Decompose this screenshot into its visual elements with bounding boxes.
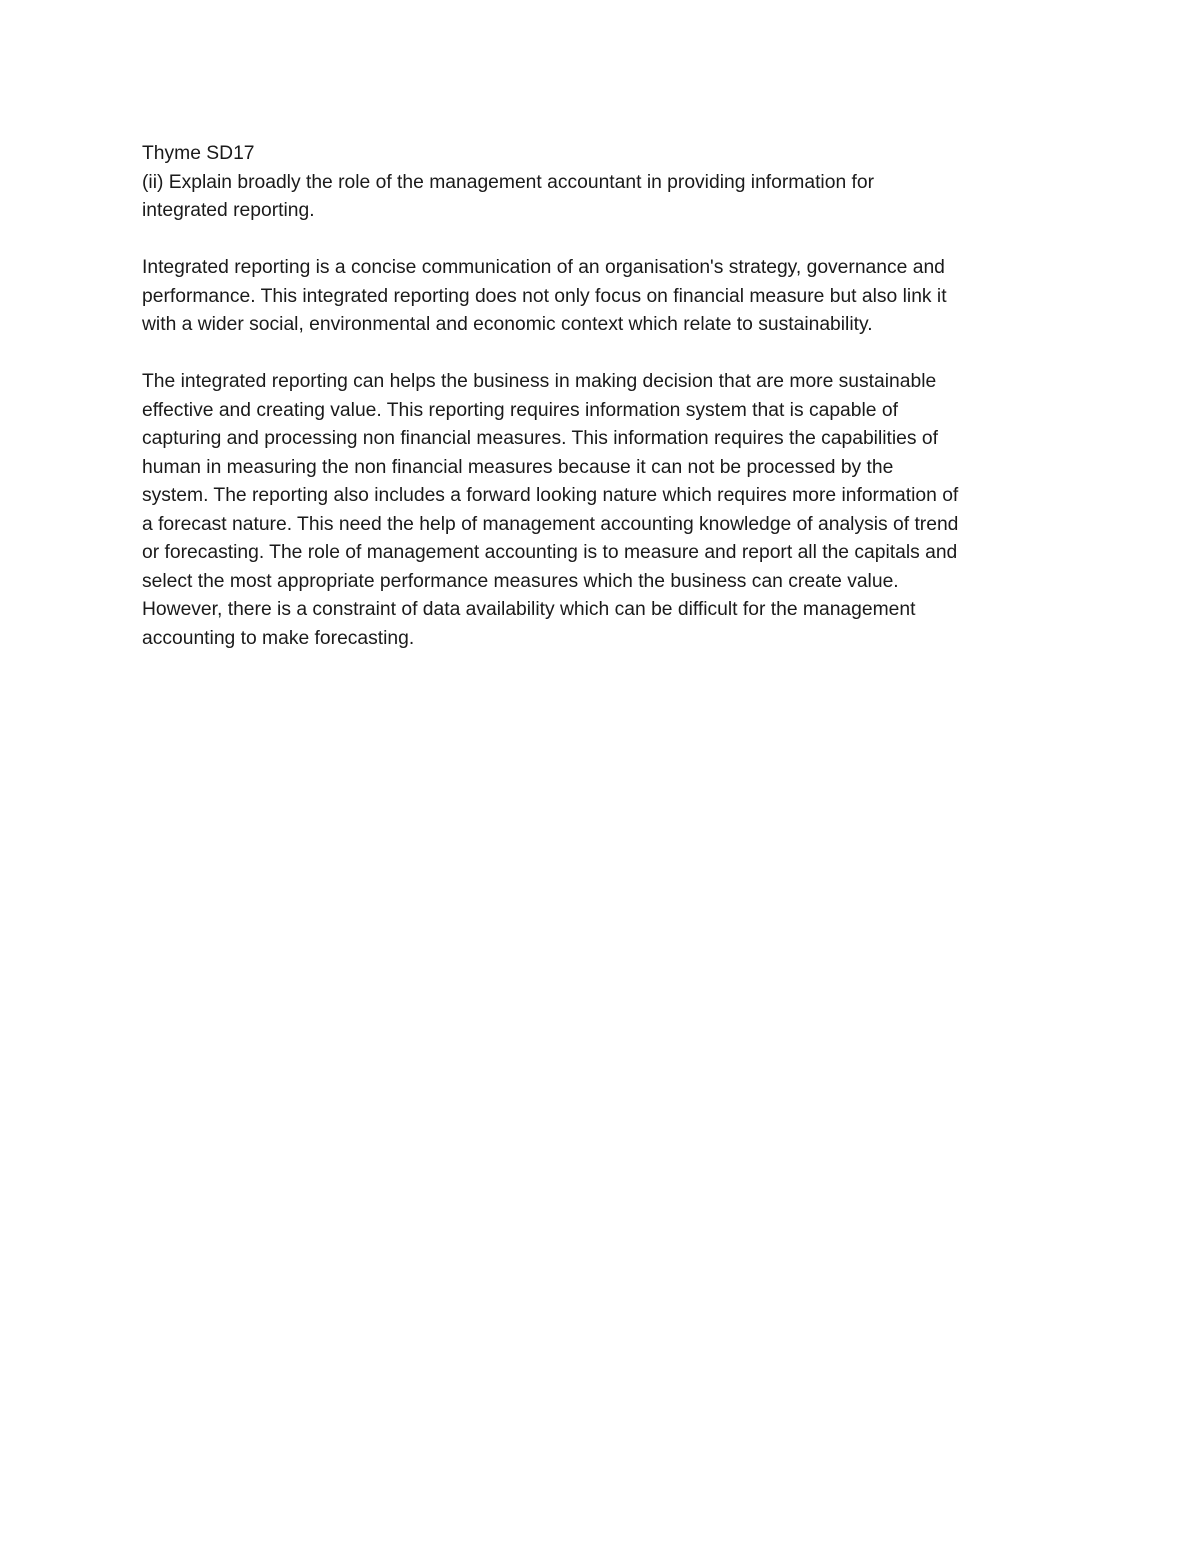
paragraph-integrated-reporting-definition — [142, 254, 1072, 340]
paragraph-line: performance. This integrated reporting does not only focus on financial measure but also link it — [142, 285, 947, 307]
paragraph-line: a forecast nature. This need the help of management accounting knowledge of analysis of trend — [142, 513, 959, 535]
paragraph-line: However, there is a constraint of data availability which can be difficult for the management — [142, 599, 916, 620]
question-text — [142, 169, 1072, 226]
paragraph-line: system. The reporting also includes a forward looking nature which requires more information of — [142, 485, 959, 506]
paragraph-spacer — [142, 340, 1072, 369]
paragraph-line: The integrated reporting can helps the business in making decision that are more sustainable — [142, 371, 937, 392]
question-line: (ii) Explain broadly the role of the management accountant in providing information for — [142, 171, 875, 193]
question-line: integrated reporting. — [142, 200, 315, 221]
paragraph-line: or forecasting. The role of management accounting is to measure and report all the capitals and — [142, 542, 958, 563]
paragraph-line: Integrated reporting is a concise communication of an organisation's strategy, governance and — [142, 257, 945, 278]
paragraph-line: select the most appropriate performance measures which the business can create value. — [142, 570, 899, 592]
paragraph-spacer — [142, 226, 1072, 255]
paragraph-line: with a wider social, environmental and economic context which relate to sustainability. — [142, 314, 873, 335]
paragraph-line: capturing and processing non financial measures. This information requires the capabilities of — [142, 428, 938, 449]
paragraph-line: human in measuring the non financial measures because it can not be processed by the — [142, 456, 894, 478]
document-title: Thyme SD17 — [142, 143, 255, 164]
paragraph-line: effective and creating value. This reporting requires information system that is capable of — [142, 399, 898, 421]
document-body — [142, 140, 1072, 653]
paragraph-line: accounting to make forecasting. — [142, 627, 415, 649]
paragraph-management-accountant-role — [142, 368, 1072, 653]
